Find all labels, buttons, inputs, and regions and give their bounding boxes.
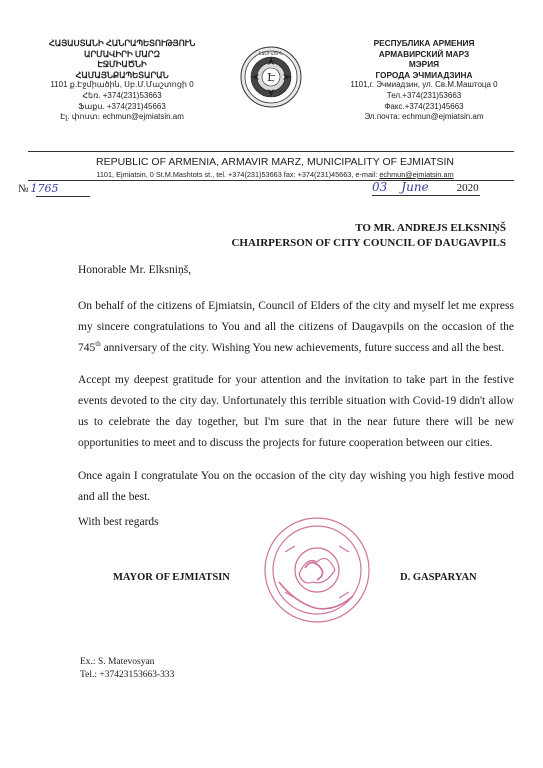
- closing: With best regards: [78, 516, 159, 528]
- addressee-title: CHAIRPERSON OF CITY COUNCIL OF DAUGAVPILS: [231, 237, 506, 249]
- header-line: МЭРИЯ: [408, 59, 440, 70]
- republic-line: REPUBLIC OF ARMENIA, ARMAVIR MARZ, MUNICIPALITY OF EJMIATSIN: [95, 156, 455, 168]
- header-line: ԷՋՄԻԱԾՆԻ: [97, 59, 147, 70]
- signatory-name: D. GASPARYAN: [400, 572, 477, 583]
- header-divider-top: [28, 151, 514, 152]
- city-emblem-icon: [240, 46, 302, 108]
- ordinal-suffix: th: [95, 340, 101, 349]
- number-sign: №: [18, 183, 29, 195]
- registration-number: [18, 182, 59, 195]
- header-line: 1101 ք.Էջմիածին, Սբ.Մ.Մաշտոցի 0: [50, 80, 194, 90]
- date-underline: [372, 195, 480, 196]
- header-line: Հեռ. +374(231)53663: [82, 90, 162, 100]
- executor-tel: Tel.: +37423153663-333: [80, 670, 175, 680]
- paragraph-3-text: Once again I congratulate You on the occasion of the city day wishing you high festive mood and all the best.: [78, 470, 514, 503]
- header-line: ՀԱՅԱՍՏԱՆԻ ՀԱՆՐԱՊԵՏՈՒԹՅՈՒՆ: [48, 38, 196, 48]
- header-line: АРМАВИРСКИЙ МАРЗ: [378, 48, 470, 59]
- paragraph-1-text: On behalf of the citizens of Ejmiatsin, Council of Elders of the city and myself let me express my sincere congratulations to You and all the citizens of Daugavpils on the occasion of the 745: [78, 300, 514, 354]
- header-russian: [336, 38, 512, 123]
- header-line: Факс.+374(231)45663: [384, 101, 464, 111]
- header-line: ԱՐՄԱՎԻՐԻ ՄԱՐԶ: [84, 48, 160, 59]
- letter-date: [372, 180, 479, 194]
- salutation: Honorable Mr. Elksniņš,: [78, 264, 192, 276]
- paragraph-1-end: anniversary of the city. Wishing You new achievements, future success and all the best.: [100, 342, 505, 354]
- header-line: Էլ. փոստ։ echmun@ejmiatsin.am: [60, 112, 184, 122]
- signatory-title: MAYOR OF EJMIATSIN: [113, 572, 230, 583]
- emblem-letter: Է: [266, 71, 276, 84]
- header-line: Эл.почта: echmun@ejmiatsin.am: [364, 112, 484, 122]
- paragraph-3: [78, 466, 514, 508]
- header-line: ՀԱՄԱՅՆՔԱՊԵՏԱՐԱՆ: [75, 69, 169, 80]
- header-line: РЕСПУБЛИКА АРМЕНИЯ: [373, 38, 475, 48]
- handwritten-number: 1765: [30, 182, 59, 195]
- header-line: 1101,г. Эчмиадзин, ул. Св.М.Маштоца 0: [350, 80, 498, 90]
- header-line: Тел.+374(231)53663: [386, 90, 462, 100]
- header-line: ГОРОДА ЭЧМИАДЗИНА: [375, 69, 473, 80]
- paragraph-1: [78, 296, 514, 359]
- address-line: [60, 170, 490, 179]
- emblem-top-text: ԷՋՄԻԱԾԻՆ: [259, 51, 283, 56]
- regno-underline: [36, 196, 90, 197]
- date-month: June: [401, 180, 429, 194]
- addressee-name: TO MR. ANDREJS ELKSNIŅŠ: [355, 222, 506, 234]
- email-link[interactable]: echmun@ejmiatsin.am: [379, 170, 454, 179]
- paragraph-2-text: Accept my deepest gratitude for your attention and the invitation to take part in the festive events devoted to the city day. Unfortunately this terrible situation with Covid-19 didn't allow us to celebrate the day together, but I'm sure that in the near future there will be new opportunities to meet and to discuss the projects for future cooperation between our cities.: [78, 374, 514, 449]
- header-line: Ֆաքս. +374(231)45663: [78, 101, 166, 111]
- paragraph-2: [78, 370, 514, 454]
- executor-info: [80, 656, 174, 682]
- executor-name: Ex.: S. Matevosyan: [80, 657, 155, 667]
- address-text: 1101, Ejmiatsin, 0 St.M.Mashtots st., tel. +374(231)53663 fax: +374(231)45663, e-mail:: [96, 170, 380, 179]
- date-year: 2020: [456, 182, 479, 194]
- header-armenian: [38, 38, 206, 123]
- date-day: 03: [372, 180, 388, 194]
- official-stamp-icon: [255, 512, 375, 630]
